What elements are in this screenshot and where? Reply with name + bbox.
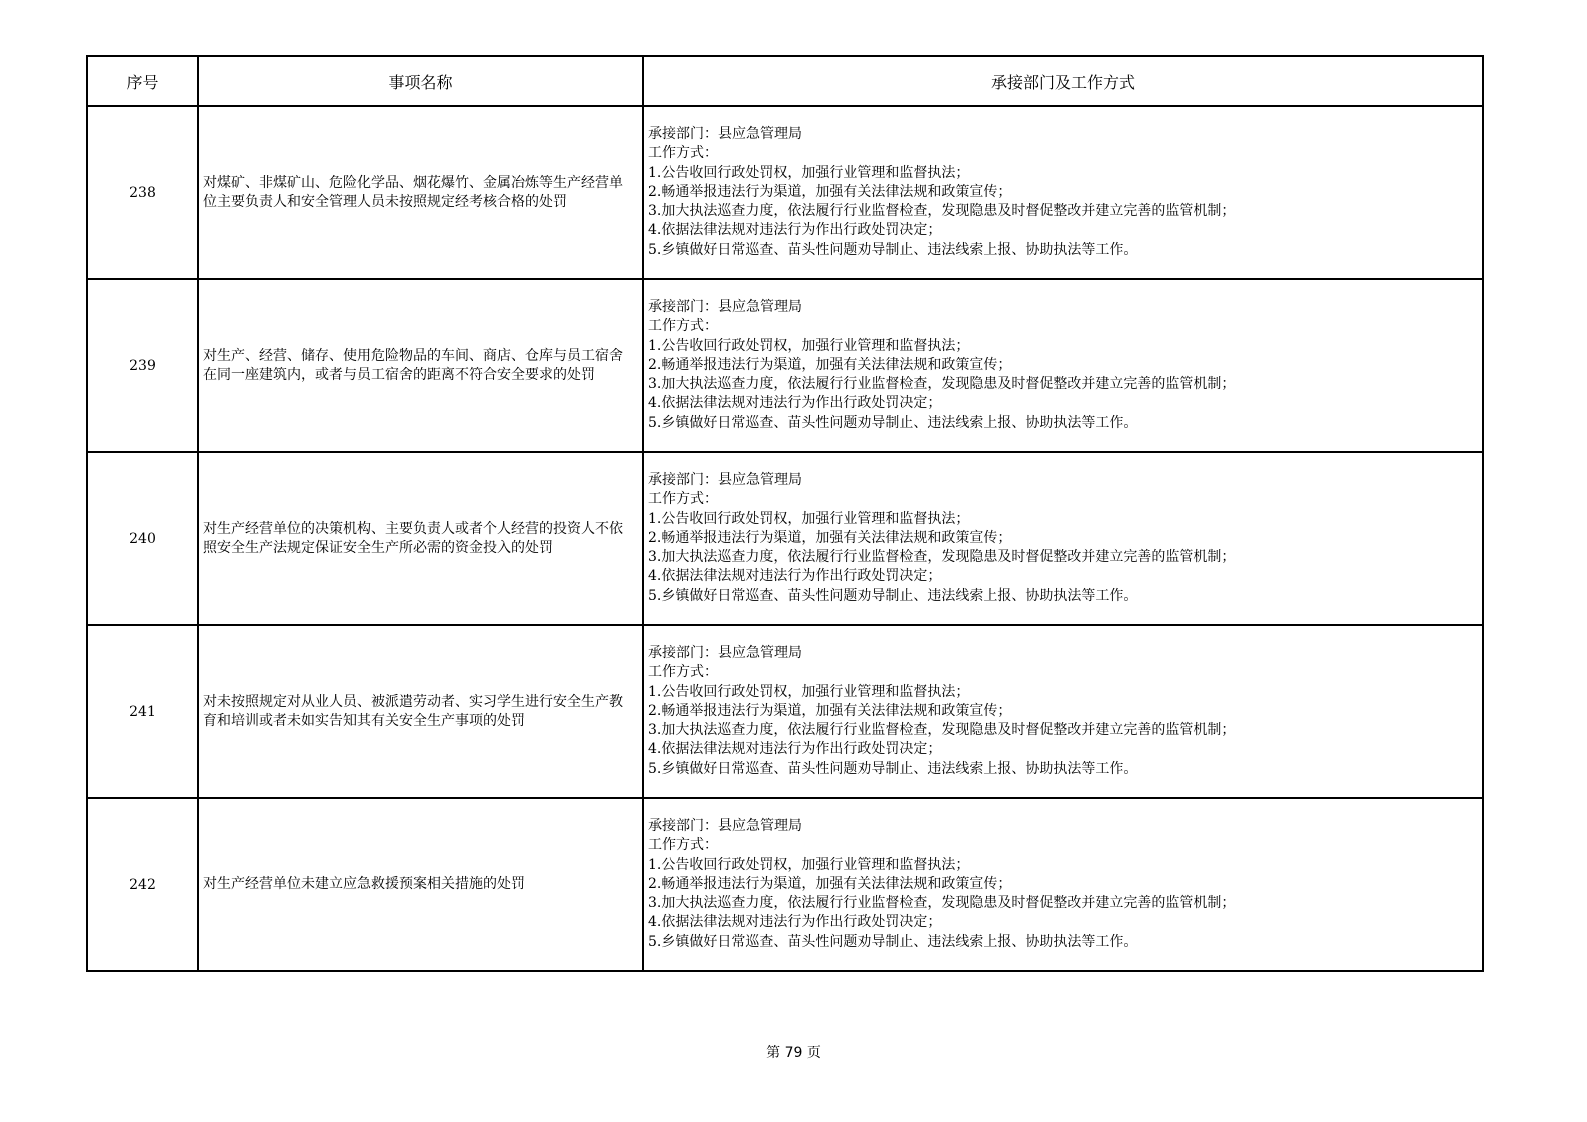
dept-line: 2.畅通举报违法行为渠道，加强有关法律法规和政策宣传； xyxy=(648,529,1012,546)
document-table-container xyxy=(86,55,1482,972)
table-header-row xyxy=(87,56,1483,106)
row-dept-and-method xyxy=(643,106,1483,279)
matters-table xyxy=(86,55,1484,972)
table-row xyxy=(87,279,1483,452)
dept-line: 承接部门：县应急管理局 xyxy=(648,125,802,142)
row-seq-number: 241 xyxy=(87,625,198,798)
dept-line: 工作方式： xyxy=(648,664,718,681)
dept-line: 5.乡镇做好日常巡查、苗头性问题劝导制止、违法线索上报、协助执法等工作。 xyxy=(648,933,1138,950)
row-dept-and-method xyxy=(643,625,1483,798)
dept-line: 1.公告收回行政处罚权，加强行业管理和监督执法； xyxy=(648,510,970,527)
header-name: 事项名称 xyxy=(198,56,643,106)
dept-line: 3.加大执法巡查力度，依法履行行业监督检查，发现隐患及时督促整改并建立完善的监管机制； xyxy=(648,895,1236,912)
dept-line: 承接部门：县应急管理局 xyxy=(648,817,802,834)
dept-line: 2.畅通举报违法行为渠道，加强有关法律法规和政策宣传； xyxy=(648,356,1012,373)
dept-line: 4.依据法律法规对违法行为作出行政处罚决定； xyxy=(648,914,942,931)
dept-line: 2.畅通举报违法行为渠道，加强有关法律法规和政策宣传； xyxy=(648,702,1012,719)
dept-line: 1.公告收回行政处罚权，加强行业管理和监督执法； xyxy=(648,683,970,700)
row-dept-and-method xyxy=(643,798,1483,971)
table-row xyxy=(87,452,1483,625)
table-body xyxy=(87,106,1483,971)
dept-line: 3.加大执法巡查力度，依法履行行业监督检查，发现隐患及时督促整改并建立完善的监管机制； xyxy=(648,203,1236,220)
row-matter-name: 对生产、经营、储存、使用危险物品的车间、商店、仓库与员工宿舍在同一座建筑内，或者与员工宿舍的距离不符合安全要求的处罚 xyxy=(198,279,643,452)
dept-line: 1.公告收回行政处罚权，加强行业管理和监督执法； xyxy=(648,337,970,354)
row-seq-number: 238 xyxy=(87,106,198,279)
dept-line: 3.加大执法巡查力度，依法履行行业监督检查，发现隐患及时督促整改并建立完善的监管机制； xyxy=(648,722,1236,739)
dept-line: 3.加大执法巡查力度，依法履行行业监督检查，发现隐患及时督促整改并建立完善的监管机制； xyxy=(648,376,1236,393)
header-dept: 承接部门及工作方式 xyxy=(643,56,1483,106)
row-seq-number: 242 xyxy=(87,798,198,971)
table-row xyxy=(87,625,1483,798)
row-matter-name: 对生产经营单位的决策机构、主要负责人或者个人经营的投资人不依照安全生产法规定保证安全生产所必需的资金投入的处罚 xyxy=(198,452,643,625)
dept-line: 4.依据法律法规对违法行为作出行政处罚决定； xyxy=(648,568,942,585)
row-matter-name: 对未按照规定对从业人员、被派遣劳动者、实习学生进行安全生产教育和培训或者未如实告知其有关安全生产事项的处罚 xyxy=(198,625,643,798)
dept-line: 4.依据法律法规对违法行为作出行政处罚决定； xyxy=(648,395,942,412)
dept-line: 工作方式： xyxy=(648,145,718,162)
dept-line: 承接部门：县应急管理局 xyxy=(648,471,802,488)
table-row xyxy=(87,798,1483,971)
dept-line: 1.公告收回行政处罚权，加强行业管理和监督执法； xyxy=(648,856,970,873)
header-seq: 序号 xyxy=(87,56,198,106)
dept-line: 5.乡镇做好日常巡查、苗头性问题劝导制止、违法线索上报、协助执法等工作。 xyxy=(648,414,1138,431)
dept-line: 工作方式： xyxy=(648,491,718,508)
dept-line: 5.乡镇做好日常巡查、苗头性问题劝导制止、违法线索上报、协助执法等工作。 xyxy=(648,760,1138,777)
dept-line: 5.乡镇做好日常巡查、苗头性问题劝导制止、违法线索上报、协助执法等工作。 xyxy=(648,587,1138,604)
dept-line: 5.乡镇做好日常巡查、苗头性问题劝导制止、违法线索上报、协助执法等工作。 xyxy=(648,241,1138,258)
dept-line: 3.加大执法巡查力度，依法履行行业监督检查，发现隐患及时督促整改并建立完善的监管机制； xyxy=(648,549,1236,566)
row-seq-number: 240 xyxy=(87,452,198,625)
dept-line: 工作方式： xyxy=(648,837,718,854)
row-dept-and-method xyxy=(643,452,1483,625)
row-dept-and-method xyxy=(643,279,1483,452)
dept-line: 2.畅通举报违法行为渠道，加强有关法律法规和政策宣传； xyxy=(648,183,1012,200)
dept-line: 4.依据法律法规对违法行为作出行政处罚决定； xyxy=(648,222,942,239)
table-row xyxy=(87,106,1483,279)
dept-line: 2.畅通举报违法行为渠道，加强有关法律法规和政策宣传； xyxy=(648,875,1012,892)
dept-line: 工作方式： xyxy=(648,318,718,335)
page-number: 第 79 页 xyxy=(766,1045,821,1061)
row-seq-number: 239 xyxy=(87,279,198,452)
row-matter-name: 对煤矿、非煤矿山、危险化学品、烟花爆竹、金属冶炼等生产经营单位主要负责人和安全管理人员未按照规定经考核合格的处罚 xyxy=(198,106,643,279)
row-matter-name: 对生产经营单位未建立应急救援预案相关措施的处罚 xyxy=(198,798,643,971)
dept-line: 1.公告收回行政处罚权，加强行业管理和监督执法； xyxy=(648,164,970,181)
dept-line: 承接部门：县应急管理局 xyxy=(648,644,802,661)
dept-line: 承接部门：县应急管理局 xyxy=(648,298,802,315)
dept-line: 4.依据法律法规对违法行为作出行政处罚决定； xyxy=(648,741,942,758)
